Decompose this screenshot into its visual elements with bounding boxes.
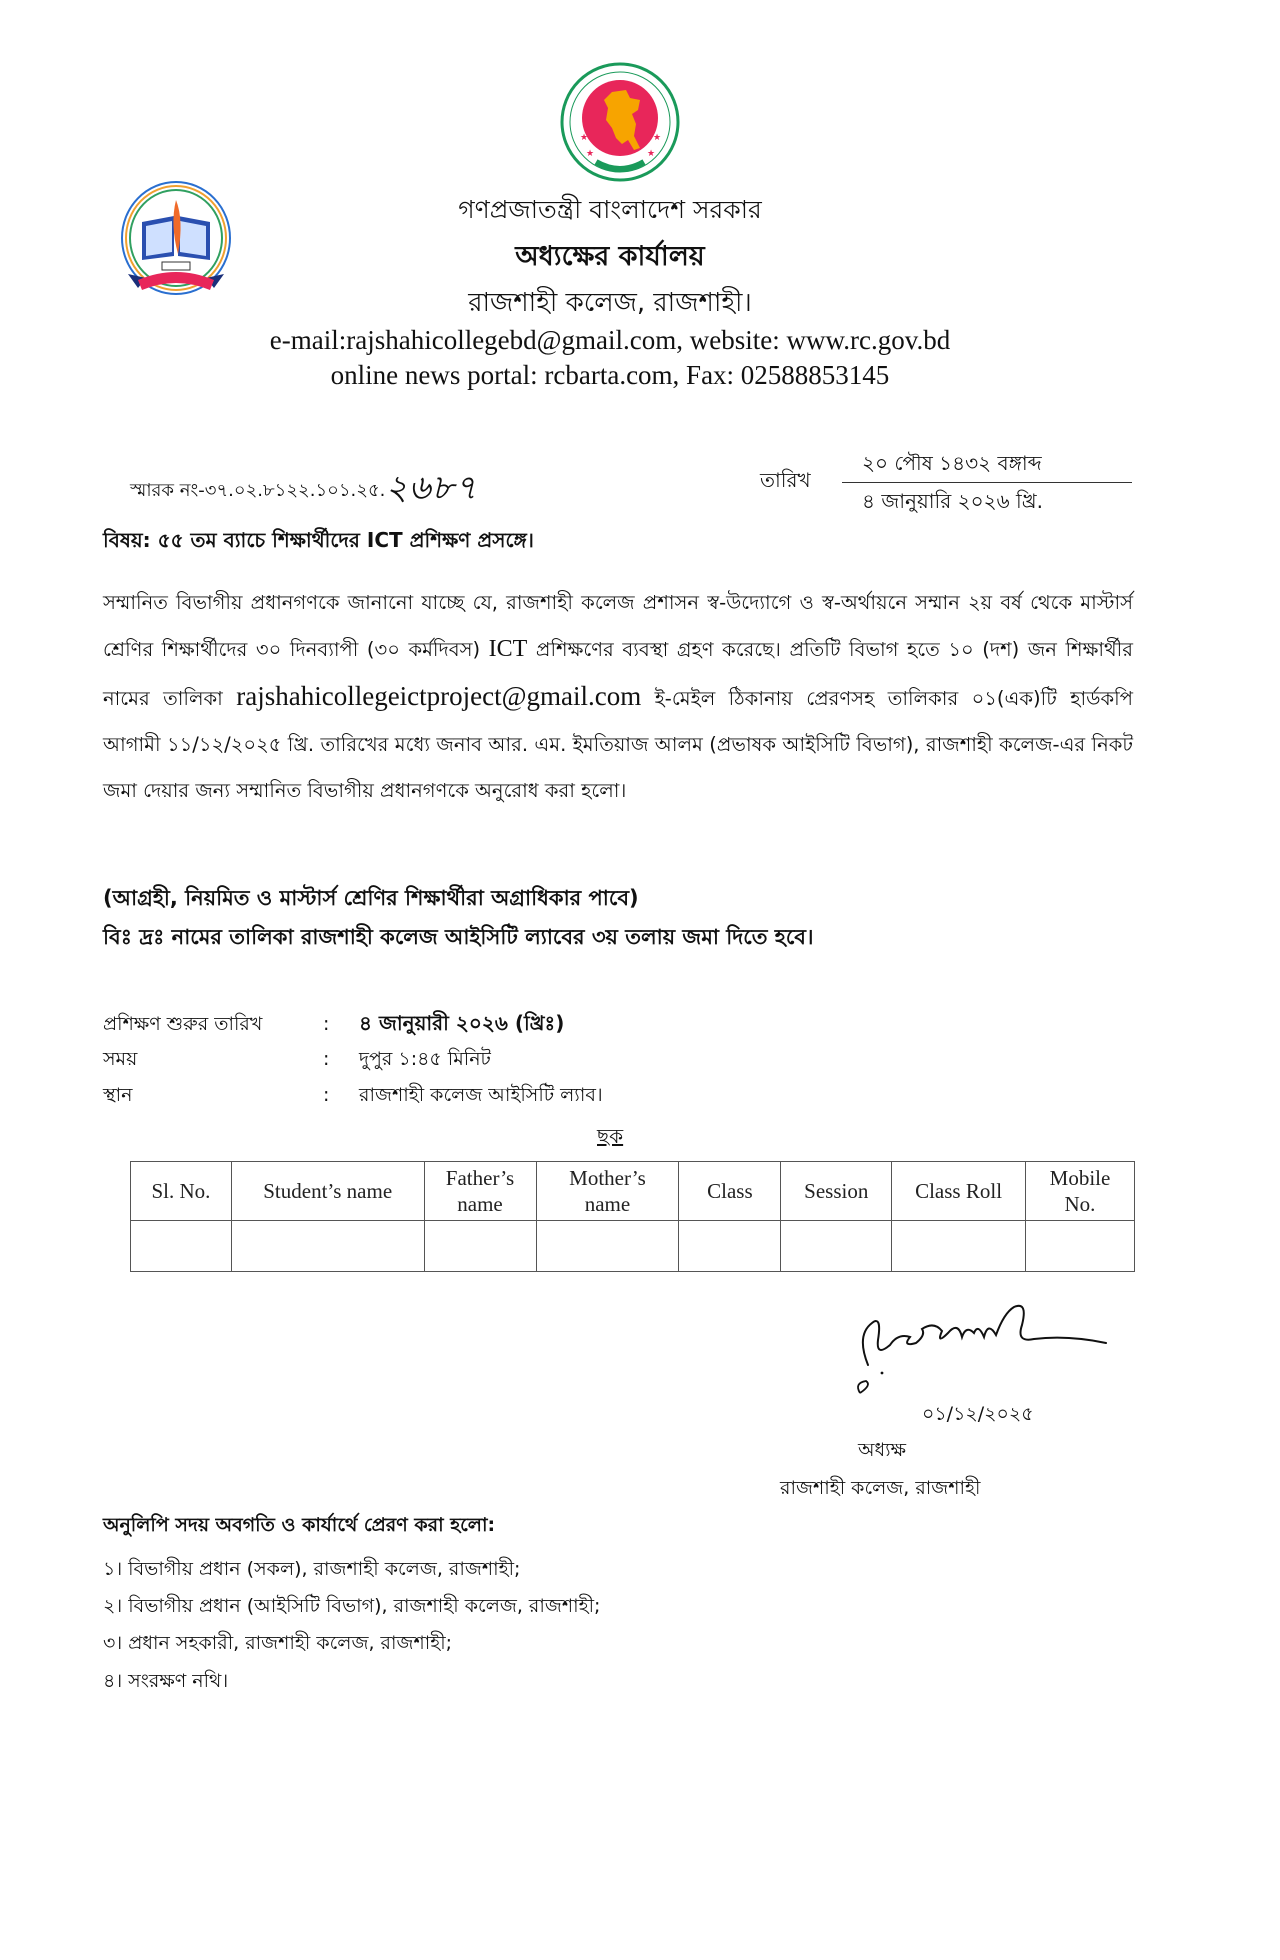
header-office: অধ্যক্ষের কার্যালয় (515, 241, 705, 272)
signature-date: ০১/১২/২০২৫ (922, 1403, 1034, 1425)
memo-prefix: স্মারক নং-৩৭.০২.৮১২২.১০১.২৫. (130, 480, 386, 501)
header-institution: রাজশাহী কলেজ, রাজশাহী। (468, 288, 752, 318)
copy-to-item: ৩। প্রধান সহকারী, রাজশাহী কলেজ, রাজশাহী; (103, 1632, 453, 1654)
date-label: তারিখ (760, 468, 811, 492)
star-icon: ★ (653, 133, 662, 143)
column-header: Student’s name (231, 1162, 424, 1221)
training-row-venue (103, 1081, 603, 1113)
column-header: Session (781, 1162, 892, 1221)
priority-note: (আগ্রহী, নিয়মিত ও মাস্টার্স শ্রেণির শিক্ষার্থীরা অগ্রাধিকার পাবে) (103, 886, 639, 910)
body-paragraph (103, 580, 1133, 814)
project-email: rajshahicollegeictproject@gmail.com (236, 681, 642, 711)
ps-note: বিঃ দ্রঃ নামের তালিকা রাজশাহী কলেজ আইসিটি ল্যাবের ৩য় তলায় জমা দিতে হবে। (103, 925, 814, 949)
copy-to-item: ২। বিভাগীয় প্রধান (আইসিটি বিভাগ), রাজশাহী কলেজ, রাজশাহী; (103, 1595, 601, 1617)
training-row-time (103, 1045, 491, 1077)
info-label: প্রশিক্ষণ শুরুর তারিখ (103, 1013, 263, 1035)
subject-line: বিষয়: ৫৫ তম ব্যাচে শিক্ষার্থীদের ICT প্রশিক্ষণ প্রসঙ্গে। (103, 528, 534, 552)
column-header: Class (679, 1162, 781, 1221)
copy-to-item: ১। বিভাগীয় প্রধান (সকল), রাজশাহী কলেজ, রাজশাহী; (103, 1558, 521, 1580)
column-header: Father’s name (424, 1162, 536, 1221)
body-text-2: প্রশিক্ষণের ব্যবস্থা গ্রহণ করেছে। প্রতিটি বিভাগ হতে ১০ (দশ) জন শিক্ষার্থীর নামের তালিকা (103, 638, 1133, 710)
column-header: Mobile No. (1025, 1162, 1134, 1221)
date-bangla: ২০ পৌষ ১৪৩২ বঙ্গাব্দ (862, 451, 1042, 475)
table-header-row (131, 1162, 1135, 1221)
header-government: গণপ্রজাতন্ত্রী বাংলাদেশ সরকার (458, 195, 762, 224)
star-icon: ★ (586, 149, 595, 159)
memo-number-handwritten: ২৬৮৭ (385, 468, 478, 508)
table-row (131, 1221, 1135, 1272)
table-cell (1025, 1221, 1134, 1272)
info-value: ৪ জানুয়ারী ২০২৬ (খ্রিঃ) (359, 1011, 565, 1035)
info-colon: : (323, 1013, 330, 1035)
info-colon: : (323, 1048, 330, 1070)
date-gregorian: ৪ জানুয়ারি ২০২৬ খ্রি. (862, 489, 1043, 513)
star-icon: ★ (647, 149, 656, 159)
column-header: Mother’s name (536, 1162, 679, 1221)
principal-signature (838, 1285, 1118, 1400)
copy-to-heading: অনুলিপি সদয় অবগতি ও কার্যার্থে প্রেরণ করা হলো: (103, 1514, 496, 1536)
table-cell (679, 1221, 781, 1272)
body-text-3: ই-মেইল ঠিকানায় প্রেরণসহ তালিকার ০১(এক)টি হার্ডকপি আগামী ১১/১২/২০২৫ খ্রি. তারিখের মধ্যে জনাব আর. এম. ইমতিয়াজ আলম (প্রভাষক আইসিটি বিভাগ), রাজশাহী কলেজ-এর নিকট জমা দেয়ার জন্য সম্মানিত বিভাগীয় প্রধানগণকে অনুরোধ করা হলো। (103, 687, 1133, 802)
info-value: রাজশাহী কলেজ আইসিটি ল্যাব। (359, 1084, 603, 1106)
memo-reference (130, 462, 478, 519)
table-cell (536, 1221, 679, 1272)
header-contact: e-mail:rajshahicollegebd@gmail.com, website: www.rc.gov.bd (269, 325, 951, 355)
table-cell (892, 1221, 1026, 1272)
table-cell (131, 1221, 232, 1272)
body-text-1: সম্মানিত বিভাগীয় প্রধানগণকে জানানো যাচ্ছে যে, রাজশাহী কলেজ প্রশাসন স্ব-উদ্যোগে ও স্ব-অর্থায়নে সম্মান ২য় বর্ষ থেকে মাস্টার্স শ্রেণির শিক্ষার্থীদের ৩০ দিনব্যাপী (৩০ কর্মদিবস) (103, 591, 1133, 661)
header-portal: online news portal: rcbarta.com, Fax: 02588853145 (330, 360, 890, 390)
student-form-table (130, 1161, 1135, 1272)
form-table-title: ছক (597, 1124, 624, 1148)
copy-to-item: ৪। সংরক্ষণ নথি। (103, 1670, 229, 1692)
date-divider (842, 482, 1132, 483)
body-ict: ICT (488, 636, 528, 662)
info-label: স্থান (103, 1084, 133, 1106)
table-cell (231, 1221, 424, 1272)
column-header: Class Roll (892, 1162, 1026, 1221)
table-cell (781, 1221, 892, 1272)
info-colon: : (323, 1084, 330, 1106)
star-icon: ★ (580, 133, 589, 143)
signatory-institution: রাজশাহী কলেজ, রাজশাহী (780, 1477, 981, 1499)
government-emblem (556, 58, 684, 188)
table-cell (424, 1221, 536, 1272)
signatory-title: অধ্যক্ষ (858, 1439, 907, 1461)
info-value: দুপুর ১:৪৫ মিনিট (359, 1048, 491, 1070)
training-row-date (103, 1009, 564, 1042)
info-label: সময় (103, 1048, 138, 1070)
column-header: Sl. No. (131, 1162, 232, 1221)
